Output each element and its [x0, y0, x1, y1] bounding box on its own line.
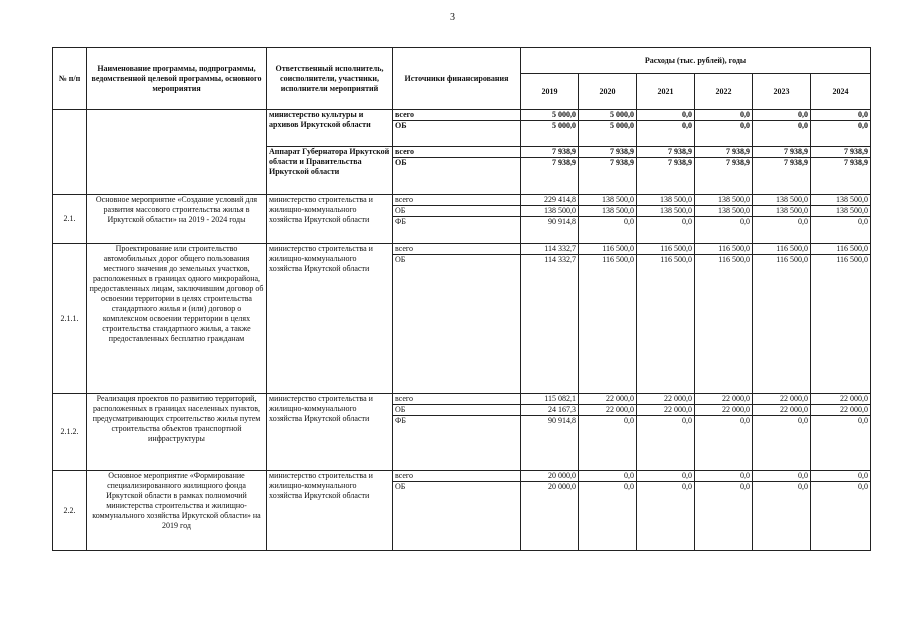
value: 138 500,0	[836, 195, 869, 204]
value: 7 938,9	[637, 157, 694, 168]
value-cell	[811, 147, 871, 195]
source-label: ОБ	[393, 120, 520, 131]
value-cell	[579, 195, 637, 244]
value-cell	[637, 244, 695, 394]
value-cell	[579, 110, 637, 147]
value: 90 914,8	[521, 216, 578, 227]
value-cell	[695, 110, 753, 147]
responsible-cell: министерство строительства и жилищно-коммунального хозяйства Иркутской области	[267, 394, 393, 471]
value: 115 082,1	[544, 394, 576, 403]
value: 0,0	[695, 481, 752, 492]
source-label: всего	[395, 394, 414, 403]
row-number: 2.2.	[53, 471, 87, 551]
value: 0,0	[682, 471, 692, 480]
header-responsible: Ответственный исполнитель, соисполнители, участники, исполнители мероприятий	[267, 48, 393, 110]
value: 229 414,8	[544, 195, 576, 204]
value: 22 000,0	[811, 404, 870, 415]
value: 20 000,0	[521, 481, 578, 492]
table-row	[53, 110, 871, 147]
value: 22 000,0	[695, 404, 752, 415]
header-year: 2021	[637, 74, 695, 110]
row-number: 2.1.2.	[53, 394, 87, 471]
value-cell	[579, 471, 637, 551]
value-cell	[521, 195, 579, 244]
value: 0,0	[579, 481, 636, 492]
value: 0,0	[753, 216, 810, 227]
value-cell	[695, 147, 753, 195]
value: 7 938,9	[753, 157, 810, 168]
source-cell	[393, 147, 521, 195]
value: 22 000,0	[664, 394, 692, 403]
value: 114 332,7	[521, 254, 578, 265]
value: 0,0	[579, 415, 636, 426]
value: 116 500,0	[753, 254, 810, 265]
value: 5 000,0	[552, 110, 576, 119]
value: 7 938,9	[726, 147, 750, 156]
source-cell	[393, 110, 521, 147]
value: 7 938,9	[784, 147, 808, 156]
value-cell	[811, 244, 871, 394]
source-label: ФБ	[393, 415, 520, 426]
header-year: 2023	[753, 74, 811, 110]
value: 0,0	[753, 120, 810, 131]
value-cell	[811, 110, 871, 147]
responsible-cell: министерство строительства и жилищно-коммунального хозяйства Иркутской области	[267, 244, 393, 394]
value: 20 000,0	[548, 471, 576, 480]
value: 7 938,9	[610, 147, 634, 156]
source-label: всего	[395, 244, 414, 253]
value-cell	[695, 244, 753, 394]
value-cell	[753, 195, 811, 244]
table-row	[53, 244, 871, 394]
value-cell	[637, 110, 695, 147]
value-cell	[695, 195, 753, 244]
source-cell	[393, 471, 521, 551]
source-label: ОБ	[393, 254, 520, 265]
row-name: Основное мероприятие «Формирование специализированного жилищного фонда Иркутской области в рамках полномочий министерства строительства и жилищно-коммунального хозяйства Иркутской области» на 2019 год	[87, 471, 267, 551]
value: 0,0	[637, 216, 694, 227]
value-cell	[753, 394, 811, 471]
table-row	[53, 195, 871, 244]
table-row	[53, 471, 871, 551]
value: 22 000,0	[840, 394, 869, 403]
responsible-cell: министерство строительства и жилищно-коммунального хозяйства Иркутской области	[267, 471, 393, 551]
value: 0,0	[858, 110, 869, 119]
value: 7 938,9	[695, 157, 752, 168]
row-name: Основное мероприятие «Создание условий для развития массового строительства жилья в Иркутской области» на 2019 - 2024 годы	[87, 195, 267, 244]
row-number	[53, 110, 87, 195]
source-label: всего	[395, 147, 415, 156]
source-label: всего	[395, 471, 414, 480]
header-name: Наименование программы, подпрограммы, ведомственной целевой программы, основного мероприятия	[87, 48, 267, 110]
source-label: ОБ	[393, 481, 520, 492]
value: 0,0	[637, 481, 694, 492]
source-label: всего	[395, 110, 415, 119]
source-label: ФБ	[393, 216, 520, 227]
header-expenses: Расходы (тыс. рублей), годы	[521, 48, 871, 74]
value: 7 938,9	[668, 147, 692, 156]
value-cell	[521, 147, 579, 195]
value-cell	[521, 394, 579, 471]
value: 0,0	[740, 110, 750, 119]
value: 138 500,0	[602, 195, 634, 204]
value-cell	[521, 471, 579, 551]
source-cell	[393, 195, 521, 244]
value: 0,0	[798, 471, 808, 480]
source-label: всего	[395, 195, 414, 204]
value: 116 500,0	[718, 244, 750, 253]
value: 0,0	[695, 120, 752, 131]
value-cell	[695, 394, 753, 471]
row-name: Проектирование или строительство автомобильных дорог общего пользования местного значения до земельных участков, расположенных в границах одного микрорайона, предоставленных лицам, заключившим договор об освоении территории в целях строительства стандартного жилья и (или) договор о комплексном освоении территории в целях строительства стандартного жилья, а также предоставленных бесплатно гражданам	[87, 244, 267, 394]
value: 0,0	[811, 216, 870, 227]
value: 7 938,9	[844, 147, 869, 156]
value: 7 938,9	[811, 157, 870, 168]
source-cell	[393, 244, 521, 394]
row-number: 2.1.1.	[53, 244, 87, 394]
value-cell	[521, 244, 579, 394]
value: 5 000,0	[521, 120, 578, 131]
responsible-cell: министерство культуры и архивов Иркутской области	[267, 110, 393, 147]
value: 138 500,0	[753, 205, 810, 216]
value: 0,0	[637, 120, 694, 131]
value: 7 938,9	[579, 157, 636, 168]
source-label: ОБ	[393, 157, 520, 168]
value: 22 000,0	[637, 404, 694, 415]
value: 22 000,0	[579, 404, 636, 415]
value: 138 500,0	[811, 205, 870, 216]
value: 0,0	[753, 481, 810, 492]
value: 0,0	[858, 471, 869, 480]
value: 116 500,0	[602, 244, 634, 253]
value: 22 000,0	[753, 404, 810, 415]
expenses-table	[52, 47, 871, 551]
value: 138 500,0	[695, 205, 752, 216]
value: 0,0	[695, 216, 752, 227]
responsible-cell: министерство строительства и жилищно-коммунального хозяйства Иркутской области	[267, 195, 393, 244]
value-cell	[521, 110, 579, 147]
value: 116 500,0	[637, 254, 694, 265]
value: 0,0	[798, 110, 808, 119]
value-cell	[637, 471, 695, 551]
value-cell	[637, 195, 695, 244]
value: 138 500,0	[776, 195, 808, 204]
header-year: 2024	[811, 74, 871, 110]
value-cell	[579, 244, 637, 394]
value: 116 500,0	[776, 244, 808, 253]
value: 24 167,3	[521, 404, 578, 415]
value-cell	[637, 394, 695, 471]
value: 0,0	[811, 481, 870, 492]
value: 0,0	[579, 216, 636, 227]
value-cell	[753, 471, 811, 551]
header-year: 2020	[579, 74, 637, 110]
value-cell	[811, 394, 871, 471]
value: 5 000,0	[579, 120, 636, 131]
value: 116 500,0	[660, 244, 692, 253]
value: 138 500,0	[718, 195, 750, 204]
value: 0,0	[695, 415, 752, 426]
value: 7 938,9	[552, 147, 576, 156]
value-cell	[753, 244, 811, 394]
table-row	[53, 394, 871, 471]
value: 0,0	[637, 415, 694, 426]
row-name	[87, 110, 267, 195]
value-cell	[753, 110, 811, 147]
value: 22 000,0	[722, 394, 750, 403]
value-cell	[811, 195, 871, 244]
value-cell	[579, 147, 637, 195]
value: 0,0	[811, 120, 870, 131]
row-name: Реализация проектов по развитию территорий, расположенных в границах населенных пунктов, предусматривающих строительство жилья путем строительства объектов транспортной инфраструктуры	[87, 394, 267, 471]
value-cell	[579, 394, 637, 471]
responsible-cell: Аппарат Губернатора Иркутской области и Правительства Иркутской области	[267, 147, 393, 195]
value: 138 500,0	[660, 195, 692, 204]
header-no: № п/п	[53, 48, 87, 110]
header-year: 2019	[521, 74, 579, 110]
value: 0,0	[624, 471, 634, 480]
source-label: ОБ	[393, 404, 520, 415]
value: 116 500,0	[695, 254, 752, 265]
value: 114 332,7	[544, 244, 576, 253]
value: 0,0	[682, 110, 692, 119]
header-year: 2022	[695, 74, 753, 110]
value: 22 000,0	[606, 394, 634, 403]
value: 138 500,0	[637, 205, 694, 216]
value-cell	[695, 471, 753, 551]
header-source: Источники финансирования	[393, 48, 521, 110]
value: 116 500,0	[811, 254, 870, 265]
source-cell	[393, 394, 521, 471]
value: 138 500,0	[579, 205, 636, 216]
source-label: ОБ	[393, 205, 520, 216]
value: 116 500,0	[836, 244, 869, 253]
value: 0,0	[740, 471, 750, 480]
value: 138 500,0	[521, 205, 578, 216]
row-number: 2.1.	[53, 195, 87, 244]
value: 0,0	[811, 415, 870, 426]
value-cell	[753, 147, 811, 195]
value-cell	[637, 147, 695, 195]
value: 116 500,0	[579, 254, 636, 265]
value-cell	[811, 471, 871, 551]
value: 0,0	[753, 415, 810, 426]
value: 5 000,0	[610, 110, 634, 119]
value: 90 914,8	[521, 415, 578, 426]
value: 22 000,0	[780, 394, 808, 403]
value: 7 938,9	[521, 157, 578, 168]
page-number: 3	[450, 12, 455, 23]
